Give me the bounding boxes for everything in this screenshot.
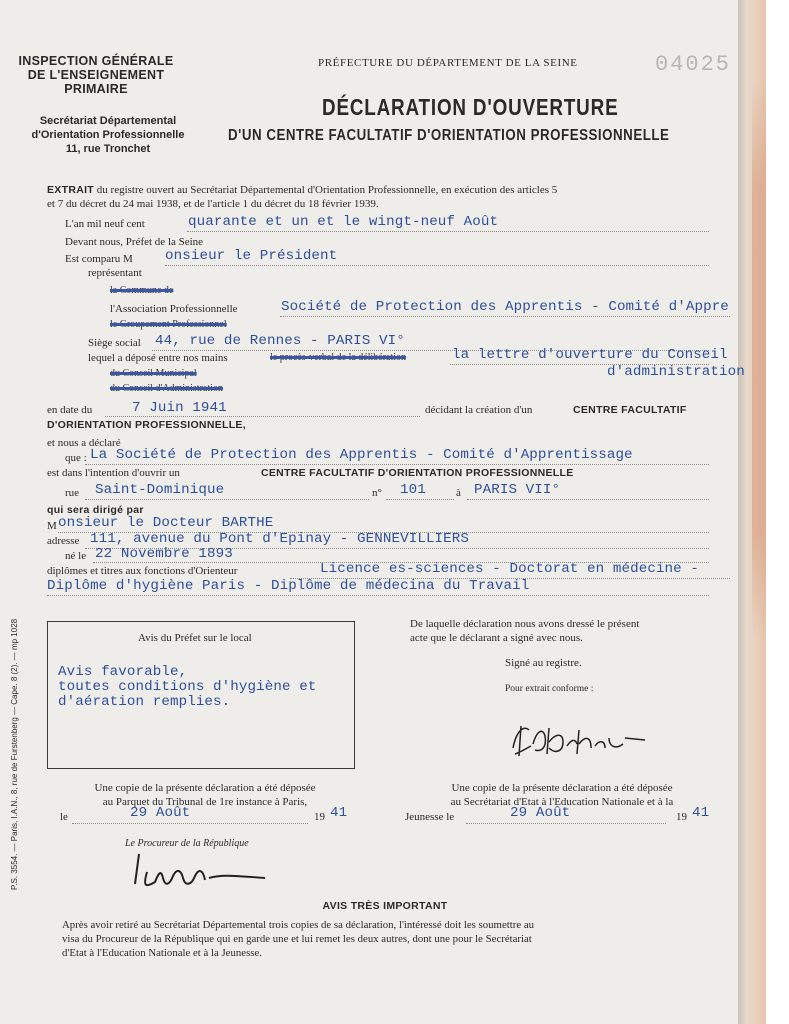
director-signature (505, 718, 665, 763)
association-label: l'Association Professionnelle (110, 303, 238, 315)
rue-label: rue (65, 487, 80, 499)
date-line (105, 416, 420, 417)
date-label: en date du (47, 404, 93, 416)
header-left (6, 54, 186, 96)
extrait-label: EXTRAIT (47, 184, 95, 196)
depose-value-1: la lettre d'ouverture du Conseil (452, 347, 728, 363)
decidant-label: décidant la création d'un (425, 404, 533, 416)
intro-line: du registre ouvert au Secrétariat Départemental d'Orientation Professionnelle, en exécution des articles 5 (94, 184, 558, 196)
devant-label: Devant nous, Préfet de la Seine (65, 236, 204, 248)
copy-right-year-prefix: 19 (676, 811, 687, 823)
date-value: 7 Juin 1941 (132, 400, 227, 416)
m-label: M (47, 520, 57, 532)
prefecture-heading: PRÉFECTURE DU DÉPARTEMENT DE LA SEINE (318, 57, 578, 69)
adresse-value: 111, avenue du Pont d'Epinay - GENNEVILLIERS (90, 531, 470, 547)
copy-left-line: Une copie de la présente déclaration a été déposée (94, 782, 316, 794)
depose-value-2: d'administration (607, 364, 745, 380)
diplomes-line-2 (47, 595, 709, 596)
rue-value: Saint-Dominique (95, 482, 225, 498)
important-line: d'Etat à l'Education Nationale et à la Jeunesse. (62, 947, 262, 959)
groupement-struck: le Groupement Professionnel (110, 319, 227, 330)
diplomes-value-1: Licence es-sciences - Doctorat en médecine - (320, 561, 700, 577)
ville-line (467, 499, 709, 500)
intention-bold: CENTRE FACULTATIF D'ORIENTATION PROFESSIONNELLE (261, 467, 574, 479)
declaration-text (410, 617, 639, 645)
intention-label: est dans l'intention d'ouvrir un (47, 467, 180, 479)
an-line (187, 231, 709, 232)
avis-line-2: toutes conditions d'hygiène et (58, 679, 317, 695)
copy-right-date-line (466, 823, 666, 824)
important-text (62, 918, 732, 960)
intro-line: et 7 du décret du 24 mai 1938, et de l'article 1 du décret du 18 février 1939. (47, 198, 379, 210)
important-line: visa du Procureur de la République qui en garde une et lui remet les deux autres, dont une pour le Secrétariat (62, 933, 532, 945)
copy-left-le: le (60, 811, 68, 823)
intro-paragraph (47, 183, 737, 211)
copy-left-year: 41 (330, 805, 348, 821)
que-value: La Société de Protection des Apprentis - Comité d'Apprentissage (90, 447, 633, 463)
rue-line (85, 499, 369, 500)
depose-struck: le procès-verbal de la délibération (270, 352, 407, 363)
representant-label: représentant (88, 267, 142, 279)
association-line (280, 316, 730, 317)
copy-left-date-line (72, 823, 308, 824)
ne-label: né le (65, 550, 87, 562)
printer-side-text (10, 560, 26, 890)
copy-left-line: au Parquet du Tribunal de 1re instance à Paris, (102, 796, 308, 808)
copy-right-year: 41 (692, 805, 710, 821)
directeur-value: onsieur le Docteur BARTHE (58, 515, 274, 531)
cfop-label: CENTRE FACULTATIF (573, 404, 687, 416)
an-label: L'an mil neuf cent (65, 218, 145, 230)
procureur-signature (125, 848, 265, 893)
important-title: AVIS TRÈS IMPORTANT (322, 900, 448, 912)
a-label: à (456, 487, 461, 499)
avis-line-3: d'aération remplies. (58, 694, 231, 710)
avis-title: Avis du Préfet sur le local (138, 632, 252, 644)
ne-value: 22 Novembre 1893 (95, 546, 233, 562)
compare-value: onsieur le Président (165, 248, 338, 264)
header-sub-line: d'Orientation Professionnelle (31, 129, 185, 141)
header-enseignement: DE L'ENSEIGNEMENT PRIMAIRE (27, 68, 165, 96)
header-sub-line: Secrétariat Départemental (39, 115, 177, 127)
no-label: n° (372, 487, 382, 499)
header-sub-line: 11, rue Tronchet (65, 143, 151, 155)
conseil-municipal-struck: du Conseil Municipal (110, 368, 197, 379)
an-value: quarante et un et le wingt-neuf Août (188, 214, 499, 230)
diplomes-label: diplômes et titres aux fonctions d'Orienteur (47, 565, 238, 577)
copy-right-line: au Secrétariat d'Etat à l'Education Nationale et à la (450, 796, 674, 808)
compare-label: Est comparu M (65, 253, 133, 265)
siege-value: 44, rue de Rennes - PARIS VI° (155, 333, 405, 349)
commune-struck: la Commune de (110, 285, 174, 296)
copy-right-date: 29 Août (510, 805, 571, 821)
pour-extrait: Pour extrait conforme : (505, 684, 594, 694)
dop-label: D'ORIENTATION PROFESSIONNELLE, (47, 419, 246, 431)
important-line: Après avoir retiré au Secrétariat Départemental trois copies de sa déclaration, l'intéressé doit les soumettre au (62, 919, 535, 931)
adresse-label: adresse (47, 535, 80, 547)
siege-label: Siège social (88, 337, 141, 349)
copy-right-jeunesse: Jeunesse le (405, 811, 455, 823)
page-edge (766, 0, 789, 1024)
que-line (85, 464, 709, 465)
conseil-admin-struck: du Conseil d'Administration (110, 383, 223, 394)
no-value: 101 (400, 482, 426, 498)
avis-line-1: Avis favorable, (58, 664, 188, 680)
declaration-line: acte que le déclarant a signé avec nous. (410, 632, 583, 644)
ville-value: PARIS VII° (474, 482, 561, 498)
printer-mark: P.S. 3554. — Paris, I.A.N., 8, rue de Furstenberg — Cape. 8 (2). — mp 1028 (10, 618, 19, 890)
procureur-label: Le Procureur de la République (125, 838, 249, 849)
document-subtitle: D'UN CENTRE FACULTATIF D'ORIENTATION PROFESSIONNELLE (228, 127, 670, 144)
copy-right-line: Une copie de la présente déclaration a été déposée (451, 782, 673, 794)
copy-left-date: 29 Août (130, 805, 191, 821)
no-line (386, 499, 454, 500)
compare-line (165, 265, 709, 266)
que-label: que : (65, 452, 87, 464)
avis-prefet-box (47, 621, 355, 769)
declaration-line: De laquelle déclaration nous avons dressé le présent (410, 618, 640, 630)
dirige-label: qui sera dirigé par (47, 504, 144, 516)
header-secretariat (18, 114, 198, 156)
depose-label: lequel a déposé entre nos mains (88, 352, 228, 364)
copy-parquet-text (50, 781, 360, 809)
diplomes-value-2: Diplôme d'hygiène Paris - Diplôme de médecina du Travail (47, 578, 530, 594)
document-title: DÉCLARATION D'OUVERTURE (322, 94, 619, 120)
declare-label: et nous a déclaré (47, 437, 121, 449)
copy-left-year-prefix: 19 (314, 811, 325, 823)
document-number-stamp: 04025 (655, 52, 732, 77)
signe-registre: Signé au registre. (505, 657, 582, 669)
association-value: Société de Protection des Apprentis - Comité d'Appre (281, 299, 729, 315)
header-inspection: INSPECTION GÉNÉRALE (18, 54, 174, 68)
